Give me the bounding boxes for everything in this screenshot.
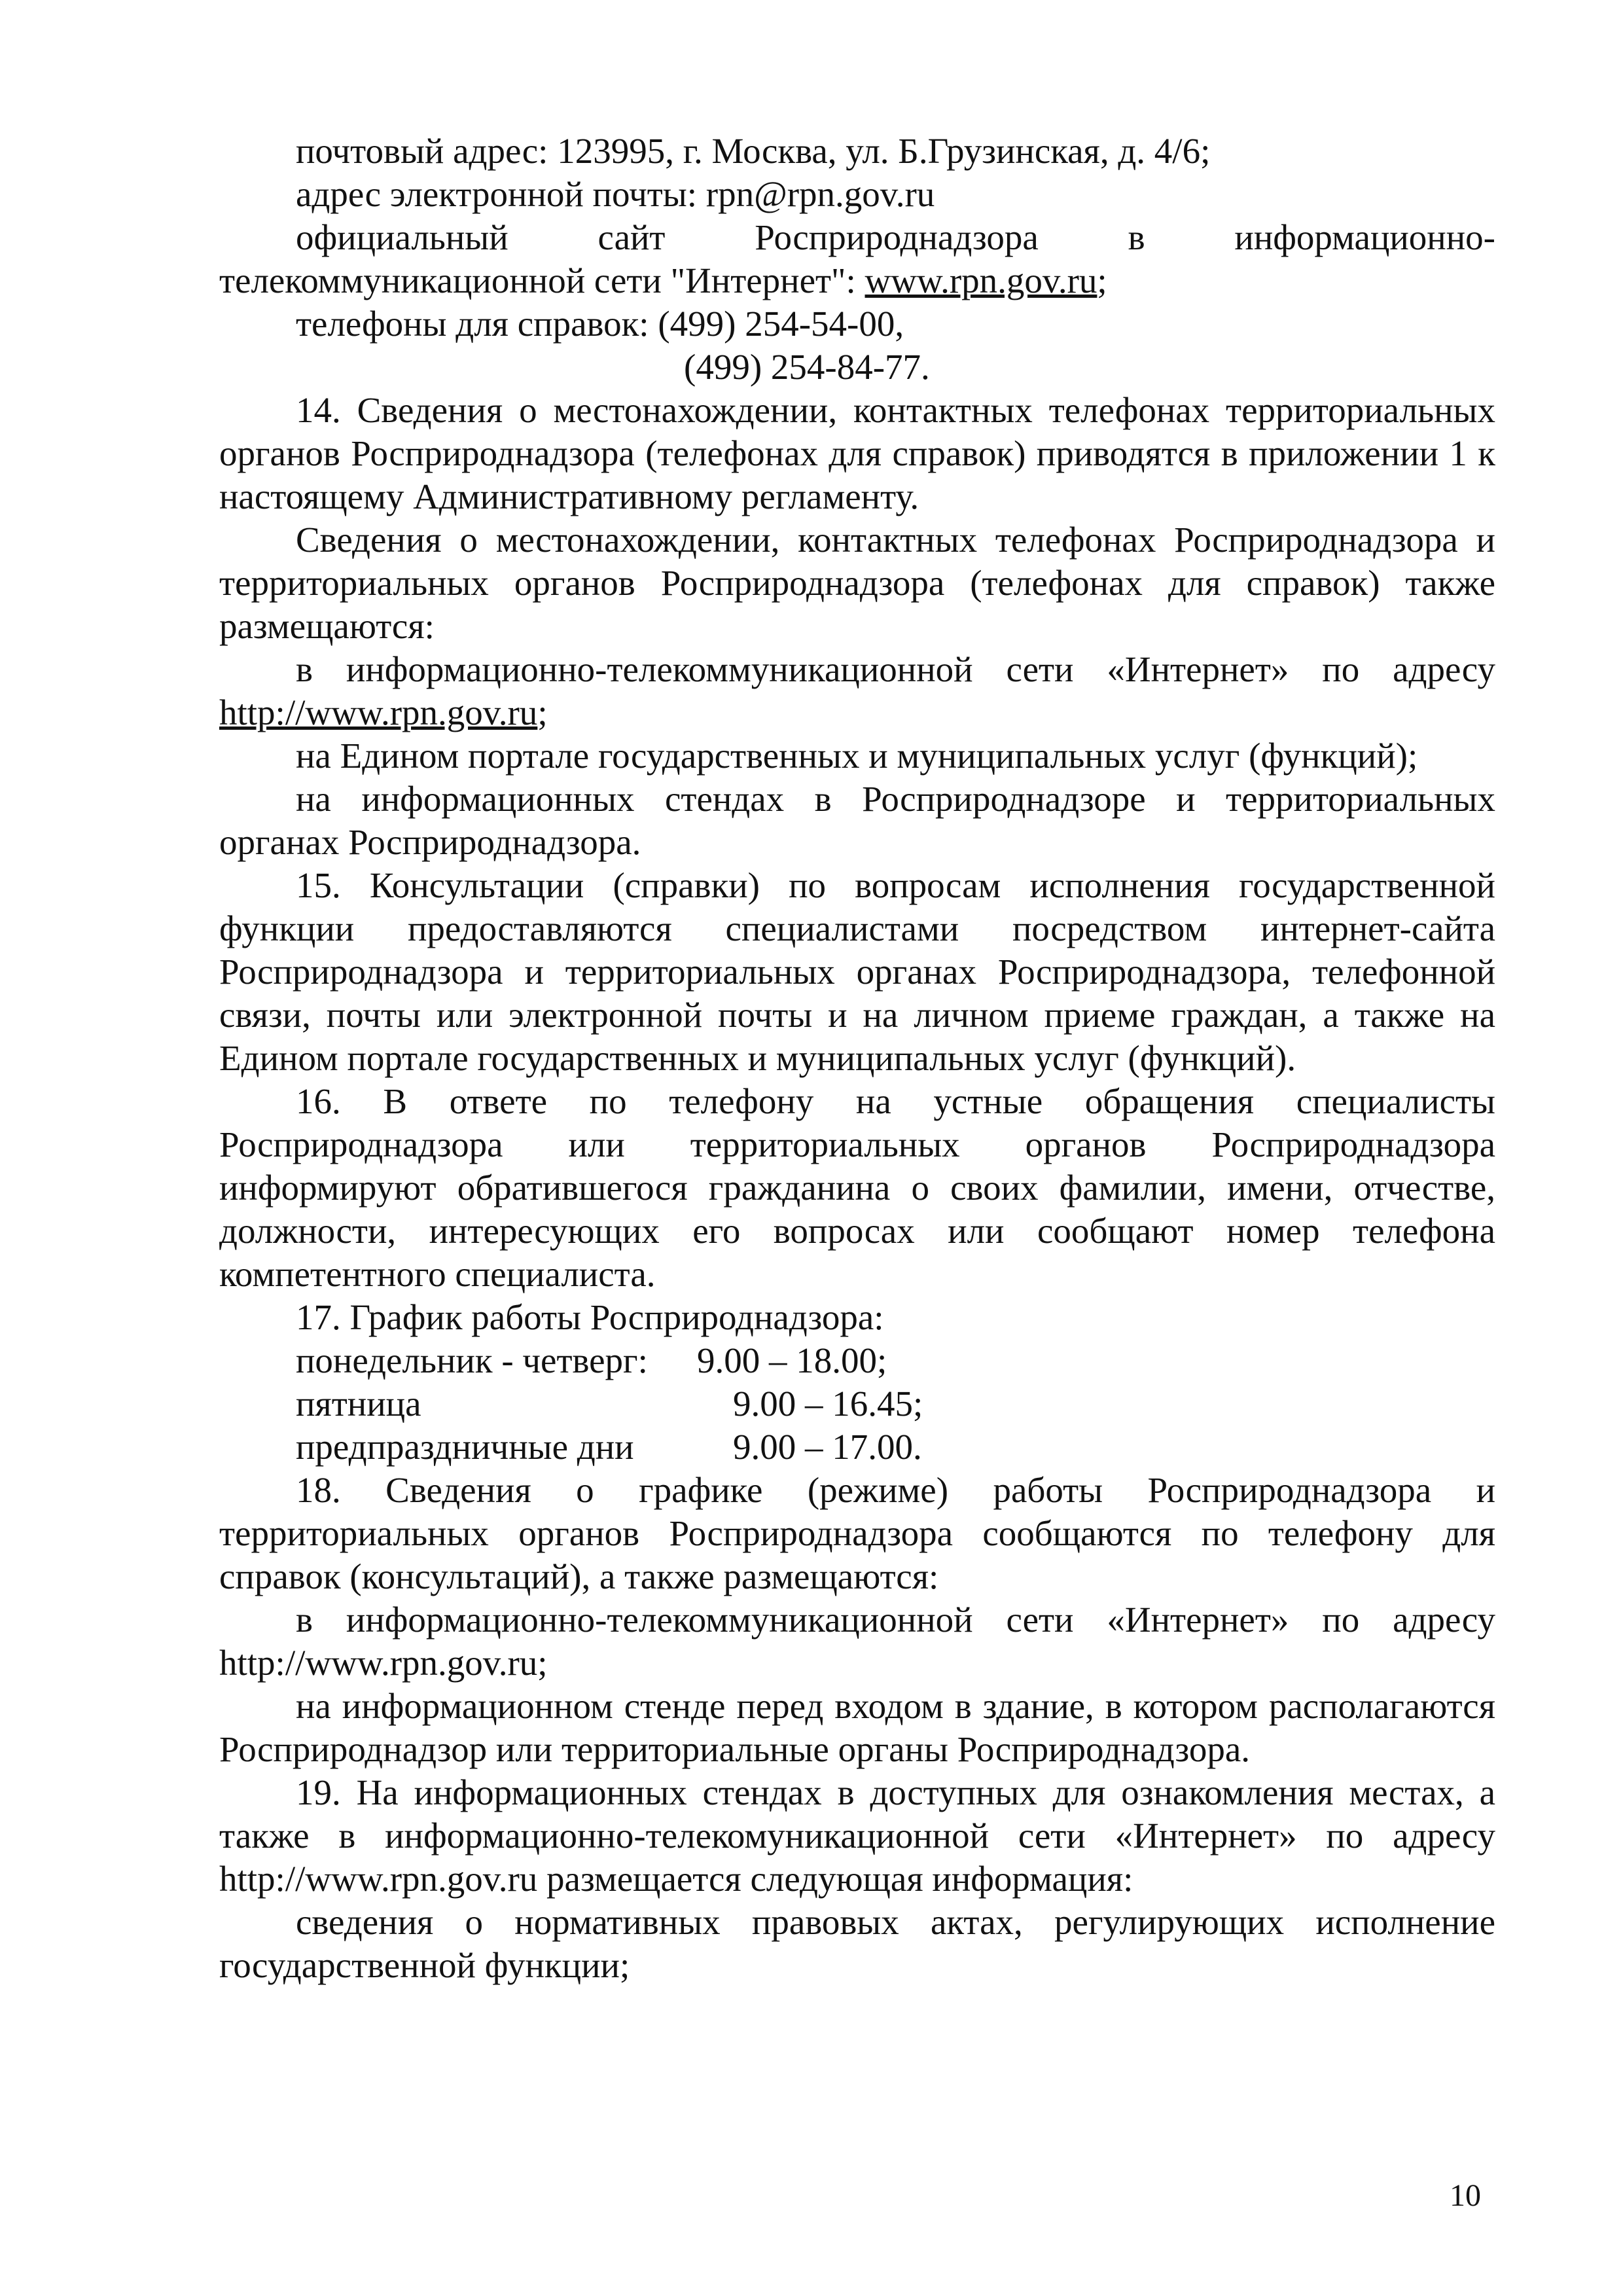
website-line [219,216,1495,302]
paragraph-19: 19. На информационных стендах в доступных для ознакомления местах, а также в информационно-телекомуникационной сети «Интернет» по адресу http://www.rpn.gov.ru размещается следующая информация: [219,1772,1495,1899]
phone-second: (499) 254-84-77. [684,347,930,387]
paragraph-15: 15. Консультации (справки) по вопросам исполнения государственной функции предоставляются специалистами посредством интернет-сайта Росприроднадзора и территориальных органах Росприроднадзора, телефонной связи, почты или электронной почты и на личном приеме граждан, а также на Едином портале государственных и муниципальных услуг (функций). [219,865,1495,1078]
internet-text: в информационно-телекоммуникационной сети «Интернет» по адресу [296,649,1495,689]
website-url: www.rpn.gov.ru [865,260,1097,300]
paragraph-16: 16. В ответе по телефону на устные обращения специалисты Росприроднадзора или территориальных органов Росприроднадзора информируют обратившегося гражданина о своих фамилии, имени, отчестве, должности, интересующих его вопросах или сообщают номер телефона компетентного специалиста. [219,1081,1495,1294]
schedule-time: 9.00 – 18.00; [697,1340,887,1380]
email-label: адрес электронной почты: [296,174,706,214]
postal-address: почтовый адрес: 123995, г. Москва, ул. Б.Грузинская, д. 4/6; [296,131,1211,171]
paragraph-17-title: 17. График работы Росприроднадзора: [296,1297,884,1337]
website-label: официальный сайт Росприроднадзора в информационно-телекоммуникационной сети "Интернет": [219,217,1495,300]
schedule-day: пятница [296,1384,421,1424]
paragraph-18-stand: на информационном стенде перед входом в здание, в котором располагаются Росприроднадзор или территориальные органы Росприроднадзора. [219,1686,1495,1769]
schedule-row [219,1426,1495,1469]
paragraph-18: 18. Сведения о графике (режиме) работы Росприроднадзора и территориальных органов Росприроднадзора сообщаются по телефону для справок (консультаций), а также размещаются: [219,1470,1495,1596]
internet-url: http://www.rpn.gov.ru [219,692,538,732]
website-end: ; [1097,260,1107,300]
internet-end: ; [537,692,548,732]
paragraph-14-locations: Сведения о местонахождении, контактных телефонах Росприроднадзора и территориальных органов Росприроднадзора (телефонах для справок) также размещаются: [219,520,1495,646]
paragraph-14-stands: на информационных стендах в Росприроднадзоре и территориальных органах Росприроднадзора. [219,779,1495,862]
paragraph-18-internet: в информационно-телекоммуникационной сети «Интернет» по адресу http://www.rpn.gov.ru; [219,1600,1495,1683]
paragraph-14-portal: на Едином портале государственных и муниципальных услуг (функций); [296,736,1418,776]
paragraph-14-internet [219,648,1495,734]
paragraph-14: 14. Сведения о местонахождении, контактных телефонах территориальных органов Росприроднадзора (телефонах для справок) приводятся в приложении 1 к настоящему Административному регламенту. [219,390,1495,516]
document-body [219,130,1495,1987]
email-line [219,173,1495,216]
schedule-row [219,1339,1495,1382]
schedule-day: предпраздничные дни [296,1427,634,1467]
schedule-time: 9.00 – 16.45; [733,1384,923,1424]
schedule-time: 9.00 – 17.00. [733,1427,922,1467]
phones-line: телефоны для справок: (499) 254-54-00, [296,304,904,344]
paragraph-19-acts: сведения о нормативных правовых актах, регулирующих исполнение государственной функции; [219,1902,1495,1985]
schedule-row [219,1382,1495,1426]
email-address: rpn@rpn.gov.ru [705,174,935,214]
schedule-day: понедельник - четверг: [296,1340,648,1380]
page-number: 10 [1450,2178,1481,2213]
